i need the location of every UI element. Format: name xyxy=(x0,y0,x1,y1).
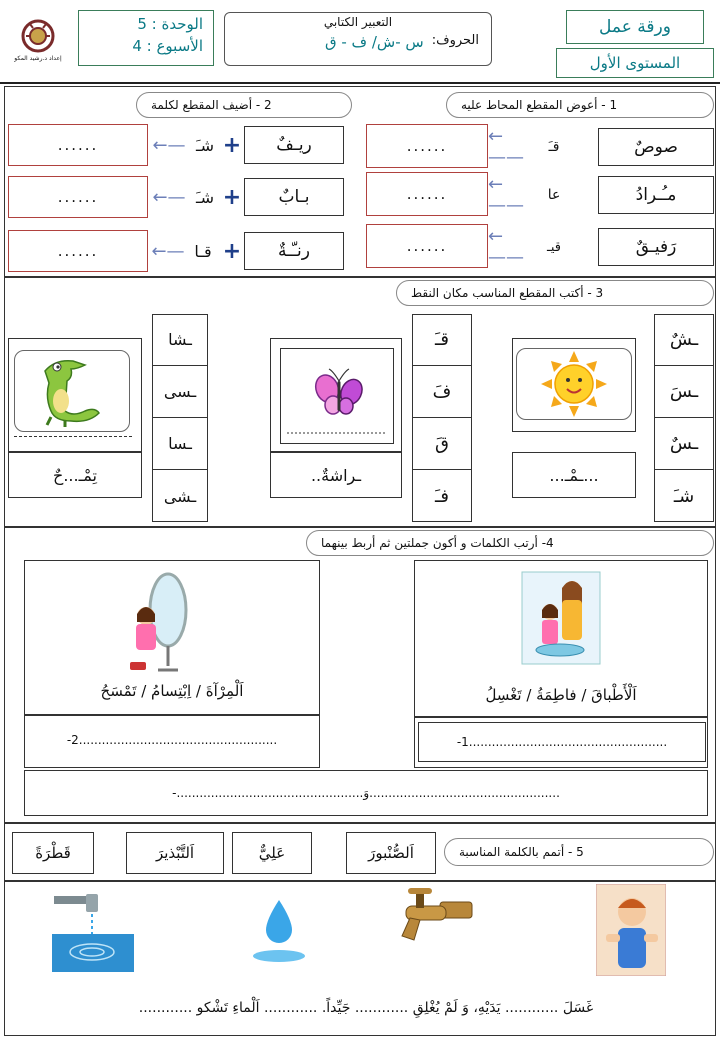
ex5-sentence[interactable]: غَسَلَ ............ يَدَيْهِ، وَ لَمْ يُغْلِقِ ............ جَيِّداً. ............ اَلْماءِ تَشْكو ............ xyxy=(138,1000,594,1016)
letters-label: الحروف: xyxy=(431,33,479,48)
plus-icon: + xyxy=(222,132,242,158)
ex1-answer-3[interactable]: ...... xyxy=(366,224,488,268)
ex5-choice-1[interactable]: اَلصُّنْبورَ xyxy=(346,832,436,874)
divider xyxy=(4,822,716,824)
ex5-image-tap xyxy=(50,888,136,974)
ex3-crocodile-option-2[interactable]: ـسى xyxy=(152,366,208,418)
level-title: المستوى الأول xyxy=(589,54,681,72)
ex2-title: 2 - أضيف المقطع لكلمة xyxy=(136,92,352,118)
ex4-join-line[interactable]: -.................................................وَ.................................................. xyxy=(24,770,708,816)
divider xyxy=(4,880,716,882)
ex3-crocodile-option-3[interactable]: ـسا xyxy=(152,418,208,470)
unit-label: الوحدة : 5 xyxy=(137,15,203,33)
ex1-word-3: رَفيـقٌ xyxy=(598,228,714,266)
arrow-left-icon: ←—— xyxy=(488,126,524,168)
ex2-syllable-1: شـَ xyxy=(195,135,215,155)
ex4-left-answer-line[interactable]: -2.................................................... xyxy=(66,733,278,747)
sun-icon xyxy=(517,349,631,419)
ex4-left-image xyxy=(124,566,196,676)
ex2-syllable-3: قـا xyxy=(194,241,212,261)
boy-washing-icon xyxy=(596,884,666,976)
ex1-word-1: صوصٌ xyxy=(598,128,714,166)
faucet-icon xyxy=(380,884,476,956)
arrow-left-icon: ←—— xyxy=(488,174,524,216)
school-logo xyxy=(8,10,68,70)
ex5-choice-3[interactable]: اَلتَّبْذيرَ xyxy=(126,832,224,874)
ex3-butterfly-option-4[interactable]: فـَ xyxy=(435,485,449,507)
arrow-left-icon: ←— xyxy=(151,240,185,262)
ex2-word-1: ريـفٌ xyxy=(244,126,344,164)
week-label: الأسبوع : 4 xyxy=(132,37,203,55)
ex3-sun-option-3[interactable]: ـسٌ xyxy=(654,418,714,470)
logo-emblem-icon xyxy=(21,19,55,53)
divider xyxy=(414,716,708,718)
ex4-right-answer-line[interactable]: -1.................................................... xyxy=(418,722,706,762)
ex3-crocodile-option-1[interactable]: ـشا xyxy=(152,314,208,366)
ex5-choice-2[interactable]: عَلِيٌّ xyxy=(232,832,312,874)
ex2-word-2: بـابٌ xyxy=(244,178,344,216)
mother-girl-washing-icon xyxy=(516,566,606,670)
ex3-sun-option-4[interactable]: شـَ xyxy=(673,485,695,507)
ex1-syllable-2: عا xyxy=(547,187,561,203)
ex3-crocodile-image xyxy=(14,350,130,432)
ex4-right-image xyxy=(516,566,606,670)
ex3-crocodile-option-4[interactable]: ـشى xyxy=(163,486,197,506)
ex2-syllable-2: شـَ xyxy=(195,187,215,207)
ex3-butterfly-option-2[interactable]: فَ xyxy=(412,366,472,418)
ex4-right-words: اَلْأَطْباقَ / فاطِمَةُ / تَغْسِلُ xyxy=(485,686,637,704)
subject-title: التعبير الكتابي xyxy=(323,15,393,29)
ex1-answer-1[interactable]: ...... xyxy=(366,124,488,168)
ex5-image-boy xyxy=(596,884,666,976)
arrow-left-icon: ←—— xyxy=(488,226,524,268)
sheet-title: ورقة عمل xyxy=(599,17,671,37)
ex3-sun-image xyxy=(516,348,632,420)
ex1-syllable-3: قيـ xyxy=(547,239,561,255)
ex1-answer-2[interactable]: ...... xyxy=(366,172,488,216)
arrow-left-icon: ←— xyxy=(152,134,186,156)
water-drop-icon xyxy=(244,894,314,968)
arrow-left-icon: ←— xyxy=(152,186,186,208)
ex5-title: 5 - أتمم بالكلمة المناسبة xyxy=(444,838,714,866)
ex3-sun-option-1[interactable]: ـشٌ xyxy=(654,314,714,366)
divider xyxy=(4,526,716,528)
ex5-image-drop xyxy=(244,894,314,968)
ex5-image-faucet xyxy=(380,884,476,956)
ex3-butterfly-option-3[interactable]: قَ xyxy=(412,418,472,470)
sheet-title-box xyxy=(566,10,704,44)
ex3-crocodile-word[interactable]: تِمْـ...حٌ xyxy=(8,452,142,498)
subject-box xyxy=(224,12,492,66)
ex1-title: 1 - أعوض المقطع المحاط عليه xyxy=(446,92,714,118)
ex3-sun-option-2[interactable]: ـسَ xyxy=(654,366,714,418)
ex3-sun-word[interactable]: ...ـمْـ... xyxy=(512,452,636,498)
ex3-butterfly-image xyxy=(280,348,394,444)
dashed-line xyxy=(14,436,132,437)
water-tap-drip-icon xyxy=(50,888,136,974)
ex2-answer-3[interactable]: ...... xyxy=(8,230,148,272)
girl-mirror-icon xyxy=(124,566,196,676)
ex2-answer-2[interactable]: ...... xyxy=(8,176,148,218)
divider xyxy=(24,714,320,716)
ex1-syllable-1: قـَ xyxy=(548,139,560,155)
letters-value: س -ش/ ف - ق xyxy=(324,33,424,51)
unit-week-box xyxy=(78,10,214,66)
crocodile-icon xyxy=(15,351,129,431)
ex5-choice-4[interactable]: قَطْرَةً xyxy=(12,832,94,874)
ex1-word-2: مـُـرادُ xyxy=(598,176,714,214)
divider xyxy=(4,276,716,278)
logo-caption: إعداد د.رشيد المكو xyxy=(14,54,62,62)
ex2-word-3: رنـّـةٌ xyxy=(244,232,344,270)
ex4-title: 4- أرتب الكلمات و أكون جملتين ثم أربط بينهما xyxy=(306,530,714,556)
butterfly-icon xyxy=(281,349,393,443)
ex3-butterfly-word[interactable]: ..ـراشةٌ xyxy=(270,452,402,498)
plus-icon: + xyxy=(222,184,242,210)
plus-icon: + xyxy=(222,238,242,264)
level-title-box xyxy=(556,48,714,78)
ex4-left-words: اَلْمِرْآةَ / اِبْتِسامُ / تَمْسَحُ xyxy=(100,682,244,700)
divider xyxy=(0,82,720,84)
ex3-butterfly-option-1[interactable]: قـَ xyxy=(412,314,472,366)
ex2-answer-1[interactable]: ...... xyxy=(8,124,148,166)
ex3-title: 3 - أكتب المقطع المناسب مكان النقط xyxy=(396,280,714,306)
